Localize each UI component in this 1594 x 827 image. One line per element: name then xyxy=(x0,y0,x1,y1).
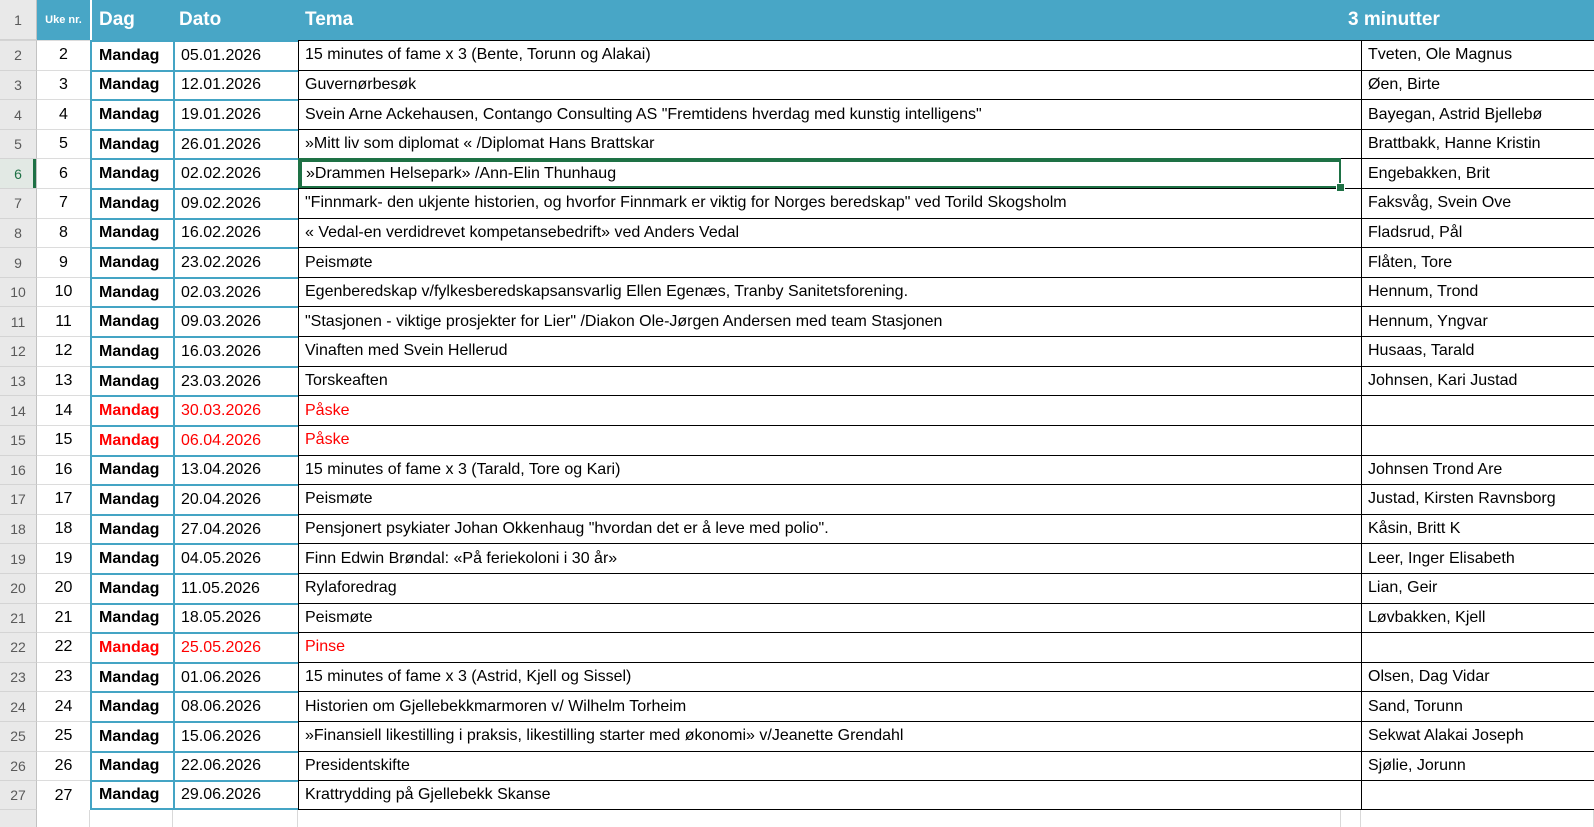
tema-cell[interactable]: "Finnmark- den ukjente historien, og hvorfor Finnmark er viktig for Norges beredskap" ved Torild Skogsholm xyxy=(298,188,1341,218)
table-row xyxy=(0,40,1594,70)
table-row xyxy=(0,751,1594,781)
dato-cell[interactable]: 18.05.2026 xyxy=(173,603,298,633)
gap-cell[interactable] xyxy=(1341,751,1361,781)
tema-cell[interactable]: Svein Arne Ackehausen, Contango Consulting AS "Fremtidens hverdag med kunstig intelligens" xyxy=(298,99,1341,129)
uke-cell[interactable]: 19 xyxy=(37,543,90,573)
table-row xyxy=(0,99,1594,129)
row-header-cell[interactable]: 17 xyxy=(0,484,37,514)
minutter-cell[interactable]: Leer, Inger Elisabeth xyxy=(1361,543,1594,573)
dato-cell[interactable]: 09.03.2026 xyxy=(173,306,298,336)
uke-cell[interactable]: 4 xyxy=(37,99,90,129)
tema-cell[interactable]: 15 minutes of fame x 3 (Bente, Torunn og Alakai) xyxy=(298,40,1341,70)
tema-cell[interactable]: Finn Edwin Brøndal: «På feriekoloni i 30 år» xyxy=(298,543,1341,573)
column-header-3-minutter[interactable]: 3 minutter xyxy=(1341,0,1594,40)
dato-cell[interactable]: 08.06.2026 xyxy=(173,691,298,721)
column-header-dato[interactable]: Dato xyxy=(173,0,298,40)
dag-cell[interactable]: Mandag xyxy=(90,455,173,485)
tema-cell-selected[interactable]: »Drammen Helsepark» /Ann-Elin Thunhaug xyxy=(298,158,1341,188)
dato-cell[interactable]: 19.01.2026 xyxy=(173,99,298,129)
minutter-cell[interactable]: Brattbakk, Hanne Kristin xyxy=(1361,129,1594,159)
row-header-cell[interactable]: 2 xyxy=(0,40,37,70)
minutter-cell[interactable]: Lian, Geir xyxy=(1361,573,1594,603)
dag-cell[interactable]: Mandag xyxy=(90,662,173,692)
dag-cell[interactable]: Mandag xyxy=(90,514,173,544)
table-row xyxy=(0,129,1594,159)
dag-cell[interactable]: Mandag xyxy=(90,277,173,307)
table-row xyxy=(0,691,1594,721)
tema-cell[interactable]: »Mitt liv som diplomat « /Diplomat Hans Brattskar xyxy=(298,129,1341,159)
uke-cell[interactable]: 21 xyxy=(37,603,90,633)
tema-cell[interactable]: Peismøte xyxy=(298,603,1341,633)
table-row xyxy=(0,573,1594,603)
tema-cell[interactable]: Påske xyxy=(298,395,1341,425)
uke-cell[interactable]: 2 xyxy=(37,40,90,70)
uke-cell[interactable] xyxy=(37,810,90,827)
dato-cell[interactable] xyxy=(173,810,298,827)
dato-cell[interactable]: 25.05.2026 xyxy=(173,632,298,662)
table-row xyxy=(0,662,1594,692)
row-header-cell[interactable]: 15 xyxy=(0,425,37,455)
tema-cell[interactable]: Egenberedskap v/fylkesberedskapsansvarlig Ellen Egenæs, Tranby Sanitetsforening. xyxy=(298,277,1341,307)
table-row xyxy=(0,366,1594,396)
dato-cell[interactable]: 02.03.2026 xyxy=(173,277,298,307)
tema-cell[interactable] xyxy=(298,810,1341,827)
uke-cell[interactable]: 23 xyxy=(37,662,90,692)
uke-cell[interactable]: 20 xyxy=(37,573,90,603)
gap-cell[interactable] xyxy=(1341,691,1361,721)
gap-cell[interactable] xyxy=(1341,40,1361,70)
table-row xyxy=(0,70,1594,100)
minutter-cell[interactable]: Hennum, Yngvar xyxy=(1361,306,1594,336)
dato-cell[interactable]: 16.03.2026 xyxy=(173,336,298,366)
tema-cell[interactable]: Presidentskifte xyxy=(298,751,1341,781)
table-row xyxy=(0,395,1594,425)
dag-cell[interactable]: Mandag xyxy=(90,543,173,573)
gap-cell[interactable] xyxy=(1341,573,1361,603)
column-header-tema[interactable]: Tema xyxy=(298,0,1341,40)
partial-row xyxy=(0,810,1594,827)
gap-cell[interactable] xyxy=(1341,336,1361,366)
dato-cell[interactable]: 22.06.2026 xyxy=(173,751,298,781)
dato-cell[interactable]: 13.04.2026 xyxy=(173,455,298,485)
row-header-cell[interactable]: 25 xyxy=(0,721,37,751)
row-header-cell[interactable]: 13 xyxy=(0,366,37,396)
dag-cell[interactable]: Mandag xyxy=(90,306,173,336)
tema-cell[interactable]: Rylaforedrag xyxy=(298,573,1341,603)
tema-cell[interactable]: Pensjonert psykiater Johan Okkenhaug "hvordan det er å leve med polio". xyxy=(298,514,1341,544)
table-row xyxy=(0,721,1594,751)
table-row xyxy=(0,336,1594,366)
table-row xyxy=(0,455,1594,485)
gap-cell[interactable] xyxy=(1341,218,1361,248)
row-header-cell[interactable]: 20 xyxy=(0,573,37,603)
dato-cell[interactable]: 12.01.2026 xyxy=(173,70,298,100)
dag-cell[interactable]: Mandag xyxy=(90,691,173,721)
table-row xyxy=(0,603,1594,633)
minutter-cell[interactable]: Fladsrud, Pål xyxy=(1361,218,1594,248)
row-header-cell[interactable]: 21 xyxy=(0,603,37,633)
dato-cell[interactable]: 15.06.2026 xyxy=(173,721,298,751)
minutter-cell[interactable]: Johnsen, Kari Justad xyxy=(1361,366,1594,396)
uke-cell[interactable]: 24 xyxy=(37,691,90,721)
tema-cell[interactable]: Påske xyxy=(298,425,1341,455)
tema-cell[interactable]: Peismøte xyxy=(298,247,1341,277)
row-header-cell[interactable]: 9 xyxy=(0,247,37,277)
dag-cell[interactable]: Mandag xyxy=(90,573,173,603)
minutter-cell[interactable]: Kåsin, Britt K xyxy=(1361,514,1594,544)
dag-cell[interactable]: Mandag xyxy=(90,484,173,514)
dag-cell[interactable]: Mandag xyxy=(90,336,173,366)
gap-cell[interactable] xyxy=(1341,366,1361,396)
minutter-cell[interactable]: Tveten, Ole Magnus xyxy=(1361,40,1594,70)
minutter-cell[interactable]: Johnsen Trond Are xyxy=(1361,455,1594,485)
gap-cell[interactable] xyxy=(1341,662,1361,692)
gap-cell[interactable] xyxy=(1341,99,1361,129)
gap-cell[interactable] xyxy=(1341,455,1361,485)
dag-cell[interactable]: Mandag xyxy=(90,70,173,100)
row-header-cell[interactable]: 7 xyxy=(0,188,37,218)
row-header-cell[interactable]: 14 xyxy=(0,395,37,425)
row-header-cell[interactable]: 10 xyxy=(0,277,37,307)
minutter-cell[interactable]: Sjølie, Jorunn xyxy=(1361,751,1594,781)
dag-cell[interactable]: Mandag xyxy=(90,188,173,218)
row-header-cell[interactable]: 27 xyxy=(0,780,37,810)
minutter-cell[interactable]: Øen, Birte xyxy=(1361,70,1594,100)
table-row xyxy=(0,188,1594,218)
gap-cell[interactable] xyxy=(1341,632,1361,662)
tema-cell[interactable]: Guvernørbesøk xyxy=(298,70,1341,100)
row-header-cell[interactable]: 22 xyxy=(0,632,37,662)
gap-cell[interactable] xyxy=(1341,721,1361,751)
dato-cell[interactable]: 27.04.2026 xyxy=(173,514,298,544)
dag-cell[interactable]: Mandag xyxy=(90,721,173,751)
dag-cell[interactable]: Mandag xyxy=(90,99,173,129)
dato-cell[interactable]: 05.01.2026 xyxy=(173,40,298,70)
table-row xyxy=(0,543,1594,573)
dato-cell[interactable]: 20.04.2026 xyxy=(173,484,298,514)
uke-cell[interactable]: 27 xyxy=(37,780,90,810)
table-row xyxy=(0,780,1594,810)
uke-cell[interactable]: 3 xyxy=(37,70,90,100)
row-header-cell[interactable]: 4 xyxy=(0,99,37,129)
minutter-cell[interactable]: Olsen, Dag Vidar xyxy=(1361,662,1594,692)
dag-cell[interactable]: Mandag xyxy=(90,632,173,662)
tema-cell[interactable]: Vinaften med Svein Hellerud xyxy=(298,336,1341,366)
minutter-cell[interactable] xyxy=(1361,425,1594,455)
tema-cell[interactable]: Peismøte xyxy=(298,484,1341,514)
dato-cell[interactable]: 29.06.2026 xyxy=(173,780,298,810)
gap-cell[interactable] xyxy=(1341,277,1361,307)
dato-cell[interactable]: 23.03.2026 xyxy=(173,366,298,396)
minutter-cell[interactable]: Faksvåg, Svein Ove xyxy=(1361,188,1594,218)
tema-cell[interactable]: Pinse xyxy=(298,632,1341,662)
table-row xyxy=(0,247,1594,277)
tema-cell[interactable]: Krattrydding på Gjellebekk Skanse xyxy=(298,780,1341,810)
dag-cell[interactable]: Mandag xyxy=(90,40,173,70)
dag-cell[interactable]: Mandag xyxy=(90,751,173,781)
table-row xyxy=(0,632,1594,662)
dato-cell[interactable]: 09.02.2026 xyxy=(173,188,298,218)
column-header-uke-nr[interactable]: Uke nr. xyxy=(37,0,90,40)
uke-cell[interactable]: 16 xyxy=(37,455,90,485)
tema-cell[interactable]: 15 minutes of fame x 3 (Tarald, Tore og Kari) xyxy=(298,455,1341,485)
gap-cell[interactable] xyxy=(1341,780,1361,810)
table-row xyxy=(0,484,1594,514)
row-header-cell[interactable]: 16 xyxy=(0,455,37,485)
minutter-cell[interactable] xyxy=(1361,810,1594,827)
row-header-cell[interactable]: 24 xyxy=(0,691,37,721)
table-row xyxy=(0,514,1594,544)
tema-cell[interactable]: « Vedal-en verdidrevet kompetansebedrift» ved Anders Vedal xyxy=(298,218,1341,248)
uke-cell[interactable]: 12 xyxy=(37,336,90,366)
minutter-cell[interactable] xyxy=(1361,632,1594,662)
dato-cell[interactable]: 16.02.2026 xyxy=(173,218,298,248)
uke-cell[interactable]: 26 xyxy=(37,751,90,781)
tema-cell[interactable]: "Stasjonen - viktige prosjekter for Lier" /Diakon Ole-Jørgen Andersen med team Stasjonen xyxy=(298,306,1341,336)
row-header-1[interactable]: 1 xyxy=(0,0,37,40)
gap-cell[interactable] xyxy=(1341,188,1361,218)
gap-cell[interactable] xyxy=(1341,395,1361,425)
gap-cell[interactable] xyxy=(1341,514,1361,544)
table-row xyxy=(0,425,1594,455)
gap-cell[interactable] xyxy=(1341,543,1361,573)
gap-cell[interactable] xyxy=(1341,70,1361,100)
row-header-cell[interactable]: 18 xyxy=(0,514,37,544)
table-row xyxy=(0,277,1594,307)
minutter-cell[interactable]: Sekwat Alakai Joseph xyxy=(1361,721,1594,751)
dag-cell[interactable]: Mandag xyxy=(90,247,173,277)
uke-cell[interactable]: 11 xyxy=(37,306,90,336)
minutter-cell[interactable]: Hennum, Trond xyxy=(1361,277,1594,307)
minutter-cell[interactable]: Løvbakken, Kjell xyxy=(1361,603,1594,633)
uke-cell[interactable]: 7 xyxy=(37,188,90,218)
tema-cell[interactable]: Historien om Gjellebekkmarmoren v/ Wilhelm Torheim xyxy=(298,691,1341,721)
gap-cell[interactable] xyxy=(1341,129,1361,159)
minutter-cell[interactable]: Bayegan, Astrid Bjellebø xyxy=(1361,99,1594,129)
dag-cell[interactable]: Mandag xyxy=(90,366,173,396)
row-header-cell[interactable]: 23 xyxy=(0,662,37,692)
minutter-cell[interactable] xyxy=(1361,395,1594,425)
dato-cell[interactable]: 06.04.2026 xyxy=(173,425,298,455)
table-row xyxy=(0,218,1594,248)
gap-cell[interactable] xyxy=(1341,603,1361,633)
dag-cell[interactable]: Mandag xyxy=(90,158,173,188)
dato-cell[interactable]: 23.02.2026 xyxy=(173,247,298,277)
uke-cell[interactable]: 9 xyxy=(37,247,90,277)
dag-cell[interactable] xyxy=(90,810,173,827)
dato-cell[interactable]: 01.06.2026 xyxy=(173,662,298,692)
row-header-cell[interactable]: 8 xyxy=(0,218,37,248)
minutter-cell[interactable]: Sand, Torunn xyxy=(1361,691,1594,721)
tema-cell[interactable]: 15 minutes of fame x 3 (Astrid, Kjell og Sissel) xyxy=(298,662,1341,692)
sheet-rows xyxy=(0,40,1594,827)
table-row xyxy=(0,306,1594,336)
uke-cell[interactable]: 22 xyxy=(37,632,90,662)
dag-cell[interactable]: Mandag xyxy=(90,425,173,455)
gap-cell[interactable] xyxy=(1341,247,1361,277)
minutter-cell[interactable] xyxy=(1361,780,1594,810)
tema-cell[interactable]: »Finansiell likestilling i praksis, likestilling starter med økonomi» v/Jeanette Grendahl xyxy=(298,721,1341,751)
uke-cell[interactable]: 6 xyxy=(37,158,90,188)
dato-cell[interactable]: 30.03.2026 xyxy=(173,395,298,425)
uke-cell[interactable]: 14 xyxy=(37,395,90,425)
dato-cell[interactable]: 02.02.2026 xyxy=(173,158,298,188)
uke-cell[interactable]: 18 xyxy=(37,514,90,544)
uke-cell[interactable]: 17 xyxy=(37,484,90,514)
tema-cell[interactable]: Torskeaften xyxy=(298,366,1341,396)
dato-cell[interactable]: 04.05.2026 xyxy=(173,543,298,573)
minutter-cell[interactable]: Flåten, Tore xyxy=(1361,247,1594,277)
dato-cell[interactable]: 11.05.2026 xyxy=(173,573,298,603)
row-header-cell[interactable]: 26 xyxy=(0,751,37,781)
row-header-cell[interactable]: 12 xyxy=(0,336,37,366)
uke-cell[interactable]: 8 xyxy=(37,218,90,248)
minutter-cell[interactable]: Engebakken, Brit xyxy=(1361,158,1594,188)
row-header-cell[interactable]: 19 xyxy=(0,543,37,573)
dag-cell[interactable]: Mandag xyxy=(90,603,173,633)
dag-cell[interactable]: Mandag xyxy=(90,395,173,425)
gap-cell[interactable] xyxy=(1341,810,1361,827)
row-header-cell[interactable]: 11 xyxy=(0,306,37,336)
dag-cell[interactable]: Mandag xyxy=(90,129,173,159)
gap-cell[interactable] xyxy=(1341,306,1361,336)
row-header-cell[interactable]: 6 xyxy=(0,158,37,188)
row-header-cell[interactable]: 5 xyxy=(0,129,37,159)
uke-cell[interactable]: 5 xyxy=(37,129,90,159)
row-header-cell[interactable]: 3 xyxy=(0,70,37,100)
column-header-dag[interactable]: Dag xyxy=(90,0,173,40)
dag-cell[interactable]: Mandag xyxy=(90,780,173,810)
dag-cell[interactable]: Mandag xyxy=(90,218,173,248)
uke-cell[interactable]: 13 xyxy=(37,366,90,396)
table-row xyxy=(0,158,1594,188)
gap-cell[interactable] xyxy=(1341,425,1361,455)
gap-cell[interactable] xyxy=(1341,484,1361,514)
dato-cell[interactable]: 26.01.2026 xyxy=(173,129,298,159)
header-row xyxy=(0,0,1594,40)
row-header-cell[interactable] xyxy=(0,810,37,827)
uke-cell[interactable]: 10 xyxy=(37,277,90,307)
minutter-cell[interactable]: Husaas, Tarald xyxy=(1361,336,1594,366)
minutter-cell[interactable]: Justad, Kirsten Ravnsborg xyxy=(1361,484,1594,514)
uke-cell[interactable]: 25 xyxy=(37,721,90,751)
uke-cell[interactable]: 15 xyxy=(37,425,90,455)
